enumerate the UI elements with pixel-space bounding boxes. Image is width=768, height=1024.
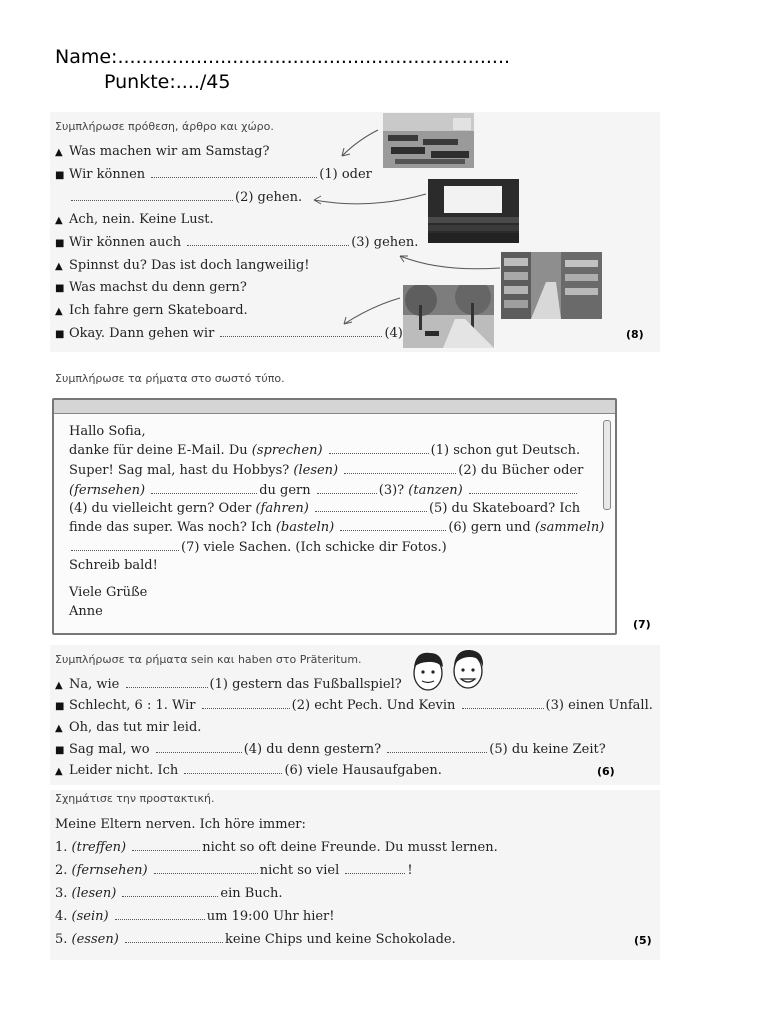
email-blank-7[interactable] bbox=[71, 540, 179, 551]
email-blank-3a[interactable] bbox=[151, 483, 257, 494]
ex4-blank-4[interactable] bbox=[115, 909, 205, 920]
ex1-line-6-text: Spinnst du? Das ist doch langweilig! bbox=[69, 258, 310, 273]
ex1-line-1-text: Was machen wir am Samstag? bbox=[69, 144, 270, 159]
verb-hint-fernsehen: (fernsehen) bbox=[71, 863, 148, 878]
ex3-blank-3[interactable] bbox=[462, 698, 544, 709]
verb-hint-treffen: (treffen) bbox=[71, 840, 127, 855]
email-line-6-text: (7) viele Sachen. (Ich schicke dir Fotos.) bbox=[181, 540, 447, 555]
ex4-blank-1[interactable] bbox=[132, 840, 200, 851]
ex3-line-1 bbox=[55, 677, 402, 692]
email-closing: Viele Grüße bbox=[69, 585, 148, 600]
verb-hint-essen: (essen) bbox=[71, 932, 119, 947]
email-scrollbar[interactable] bbox=[603, 420, 611, 510]
exercise-2-points: (7) bbox=[633, 618, 651, 631]
ex3-line-1-text: Na, wie bbox=[69, 677, 120, 692]
ex3-line-2 bbox=[55, 698, 653, 713]
triangle-marker-icon: ▲ bbox=[55, 215, 63, 226]
ex4-item-1 bbox=[55, 840, 498, 855]
two-boys-illustration bbox=[408, 645, 492, 695]
ex1-line-2-suffix: (1) oder bbox=[319, 167, 372, 182]
ex4-item-5 bbox=[55, 932, 456, 947]
ex4-item-5-number: 5. bbox=[55, 932, 68, 947]
ex1-line-7-text: Was machst du denn gern? bbox=[69, 280, 247, 295]
ex4-item-4-text: um 19:00 Uhr hier! bbox=[206, 909, 335, 924]
ex4-item-2-number: 2. bbox=[55, 863, 68, 878]
email-line-5-text: finde das super. Was noch? Ich bbox=[69, 520, 272, 535]
email-line-3-text: du gern bbox=[259, 483, 311, 498]
ex1-blank-1[interactable] bbox=[151, 167, 317, 178]
ex3-line-2-mid: (2) echt Pech. Und Kevin bbox=[291, 698, 456, 713]
ex1-line-9-text: Okay. Dann gehen wir bbox=[69, 326, 215, 341]
ex3-line-5 bbox=[55, 763, 442, 778]
email-greeting: Hallo Sofia, bbox=[69, 424, 146, 439]
ex4-blank-2a[interactable] bbox=[154, 863, 258, 874]
ex4-item-3-text: ein Buch. bbox=[220, 886, 283, 901]
ex3-blank-5[interactable] bbox=[387, 742, 487, 753]
email-blank-1[interactable] bbox=[329, 443, 429, 454]
ex3-blank-4[interactable] bbox=[156, 742, 242, 753]
exercise-3-points: (6) bbox=[597, 765, 615, 778]
email-line-4-text: (4) du vielleicht gern? Oder bbox=[69, 501, 252, 516]
verb-hint-basteln: (basteln) bbox=[275, 520, 335, 535]
email-line-1-suffix: (1) schon gut Deutsch. bbox=[430, 443, 581, 458]
email-line-6 bbox=[69, 540, 447, 555]
triangle-marker-icon: ▲ bbox=[55, 680, 63, 691]
triangle-marker-icon: ▲ bbox=[55, 261, 63, 272]
email-line-3 bbox=[69, 483, 579, 498]
ex3-line-1-suffix: (1) gestern das Fußballspiel? bbox=[209, 677, 402, 692]
verb-hint-fahren: (fahren) bbox=[255, 501, 309, 516]
ex4-blank-3[interactable] bbox=[122, 886, 218, 897]
exercise-2-instruction: Συμπλήρωσε τα ρήματα στο σωστό τύπο. bbox=[55, 372, 285, 385]
ex1-line-4-text: Ach, nein. Keine Lust. bbox=[69, 212, 214, 227]
email-blank-3b[interactable] bbox=[317, 483, 377, 494]
ex3-line-3-text: Oh, das tut mir leid. bbox=[69, 720, 202, 735]
photo-arrows bbox=[300, 110, 610, 340]
verb-hint-sammeln: (sammeln) bbox=[534, 520, 605, 535]
ex3-blank-1[interactable] bbox=[126, 677, 208, 688]
email-line-5-suffix: (6) gern und bbox=[448, 520, 531, 535]
square-marker-icon: ■ bbox=[55, 701, 65, 712]
ex1-line-8-text: Ich fahre gern Skateboard. bbox=[69, 303, 248, 318]
ex3-line-5-text: Leider nicht. Ich bbox=[69, 763, 179, 778]
ex1-line-2-text: Wir können bbox=[69, 167, 146, 182]
ex1-line-6 bbox=[55, 258, 310, 273]
ex4-item-2-text: nicht so viel bbox=[259, 863, 340, 878]
square-marker-icon: ■ bbox=[55, 238, 65, 249]
ex4-item-4-number: 4. bbox=[55, 909, 68, 924]
email-line-5 bbox=[69, 520, 604, 535]
triangle-marker-icon: ▲ bbox=[55, 723, 63, 734]
ex3-line-4 bbox=[55, 742, 606, 757]
ex1-line-3 bbox=[69, 190, 302, 205]
email-line-2-suffix: (2) du Bücher oder bbox=[458, 463, 584, 478]
verb-hint-sprechen: (sprechen) bbox=[251, 443, 323, 458]
ex4-item-2-end: ! bbox=[407, 863, 413, 878]
ex3-line-4-suffix: (5) du keine Zeit? bbox=[489, 742, 606, 757]
email-line-7: Schreib bald! bbox=[69, 558, 158, 573]
email-signature: Anne bbox=[69, 604, 103, 619]
ex1-line-9-suffix: (4) bbox=[384, 326, 403, 341]
email-blank-6[interactable] bbox=[340, 520, 446, 531]
ex4-blank-5[interactable] bbox=[125, 932, 223, 943]
email-blank-2[interactable] bbox=[344, 463, 456, 474]
ex3-line-2-text: Schlecht, 6 : 1. Wir bbox=[69, 698, 196, 713]
ex4-item-3-number: 3. bbox=[55, 886, 68, 901]
ex3-blank-2[interactable] bbox=[202, 698, 290, 709]
ex1-line-3-suffix: (2) gehen. bbox=[235, 190, 303, 205]
ex1-line-8 bbox=[55, 303, 248, 318]
verb-hint-fernsehen: (fernsehen) bbox=[69, 483, 146, 498]
email-line-4 bbox=[69, 501, 580, 516]
ex4-item-3 bbox=[55, 886, 283, 901]
square-marker-icon: ■ bbox=[55, 283, 65, 294]
email-line-2-text: Super! Sag mal, hast du Hobbys? bbox=[69, 463, 290, 478]
ex1-line-1 bbox=[55, 144, 269, 159]
ex3-line-2-suffix: (3) einen Unfall. bbox=[545, 698, 653, 713]
email-window-title-bar bbox=[54, 400, 615, 414]
triangle-marker-icon: ▲ bbox=[55, 147, 63, 158]
ex4-item-1-text: nicht so oft deine Freunde. Du musst lernen. bbox=[202, 840, 498, 855]
triangle-marker-icon: ▲ bbox=[55, 306, 63, 317]
name-field-label: Name:................................................................. bbox=[55, 46, 511, 68]
verb-hint-sein: (sein) bbox=[71, 909, 109, 924]
triangle-marker-icon: ▲ bbox=[55, 766, 63, 777]
ex4-item-4 bbox=[55, 909, 335, 924]
ex1-blank-2[interactable] bbox=[71, 190, 233, 201]
ex3-line-5-suffix: (6) viele Hausaufgaben. bbox=[284, 763, 442, 778]
verb-hint-lesen: (lesen) bbox=[71, 886, 117, 901]
ex4-intro: Meine Eltern nerven. Ich höre immer: bbox=[55, 817, 306, 832]
ex3-line-3 bbox=[55, 720, 201, 735]
ex3-line-4-text: Sag mal, wo bbox=[69, 742, 150, 757]
exercise-1-points: (8) bbox=[626, 328, 644, 341]
square-marker-icon: ■ bbox=[55, 329, 65, 340]
verb-hint-lesen: (lesen) bbox=[293, 463, 339, 478]
email-line-3-number: (3)? bbox=[378, 483, 405, 498]
verb-hint-tanzen: (tanzen) bbox=[408, 483, 463, 498]
exercise-1-instruction: Συμπλήρωσε πρόθεση, άρθρο και χώρο. bbox=[55, 120, 274, 133]
ex1-line-4 bbox=[55, 212, 214, 227]
email-line-2 bbox=[69, 463, 583, 478]
ex3-line-4-mid: (4) du denn gestern? bbox=[243, 742, 382, 757]
exercise-4-instruction: Σχημάτισε την προστακτική. bbox=[55, 792, 215, 805]
square-marker-icon: ■ bbox=[55, 170, 65, 181]
ex1-line-5-text: Wir können auch bbox=[69, 235, 182, 250]
email-blank-4[interactable] bbox=[469, 483, 577, 494]
email-line-4-suffix: (5) du Skateboard? Ich bbox=[428, 501, 581, 516]
email-line-1-text: danke für deine E-Mail. Du bbox=[69, 443, 248, 458]
ex4-item-1-number: 1. bbox=[55, 840, 68, 855]
exercise-4-points: (5) bbox=[634, 934, 652, 947]
ex4-item-5-text: keine Chips und keine Schokolade. bbox=[224, 932, 456, 947]
ex1-line-5-suffix: (3) gehen. bbox=[351, 235, 419, 250]
ex4-blank-2b[interactable] bbox=[345, 863, 405, 874]
email-line-1 bbox=[69, 443, 580, 458]
square-marker-icon: ■ bbox=[55, 745, 65, 756]
ex3-blank-6[interactable] bbox=[184, 763, 282, 774]
email-blank-5[interactable] bbox=[315, 501, 427, 512]
exercise-3-instruction: Συμπλήρωσε τα ρήματα sein και haben στο Präteritum. bbox=[55, 653, 362, 666]
points-total-label: Punkte:..../45 bbox=[104, 71, 231, 93]
ex4-item-2 bbox=[55, 863, 413, 878]
ex1-line-7 bbox=[55, 280, 247, 295]
